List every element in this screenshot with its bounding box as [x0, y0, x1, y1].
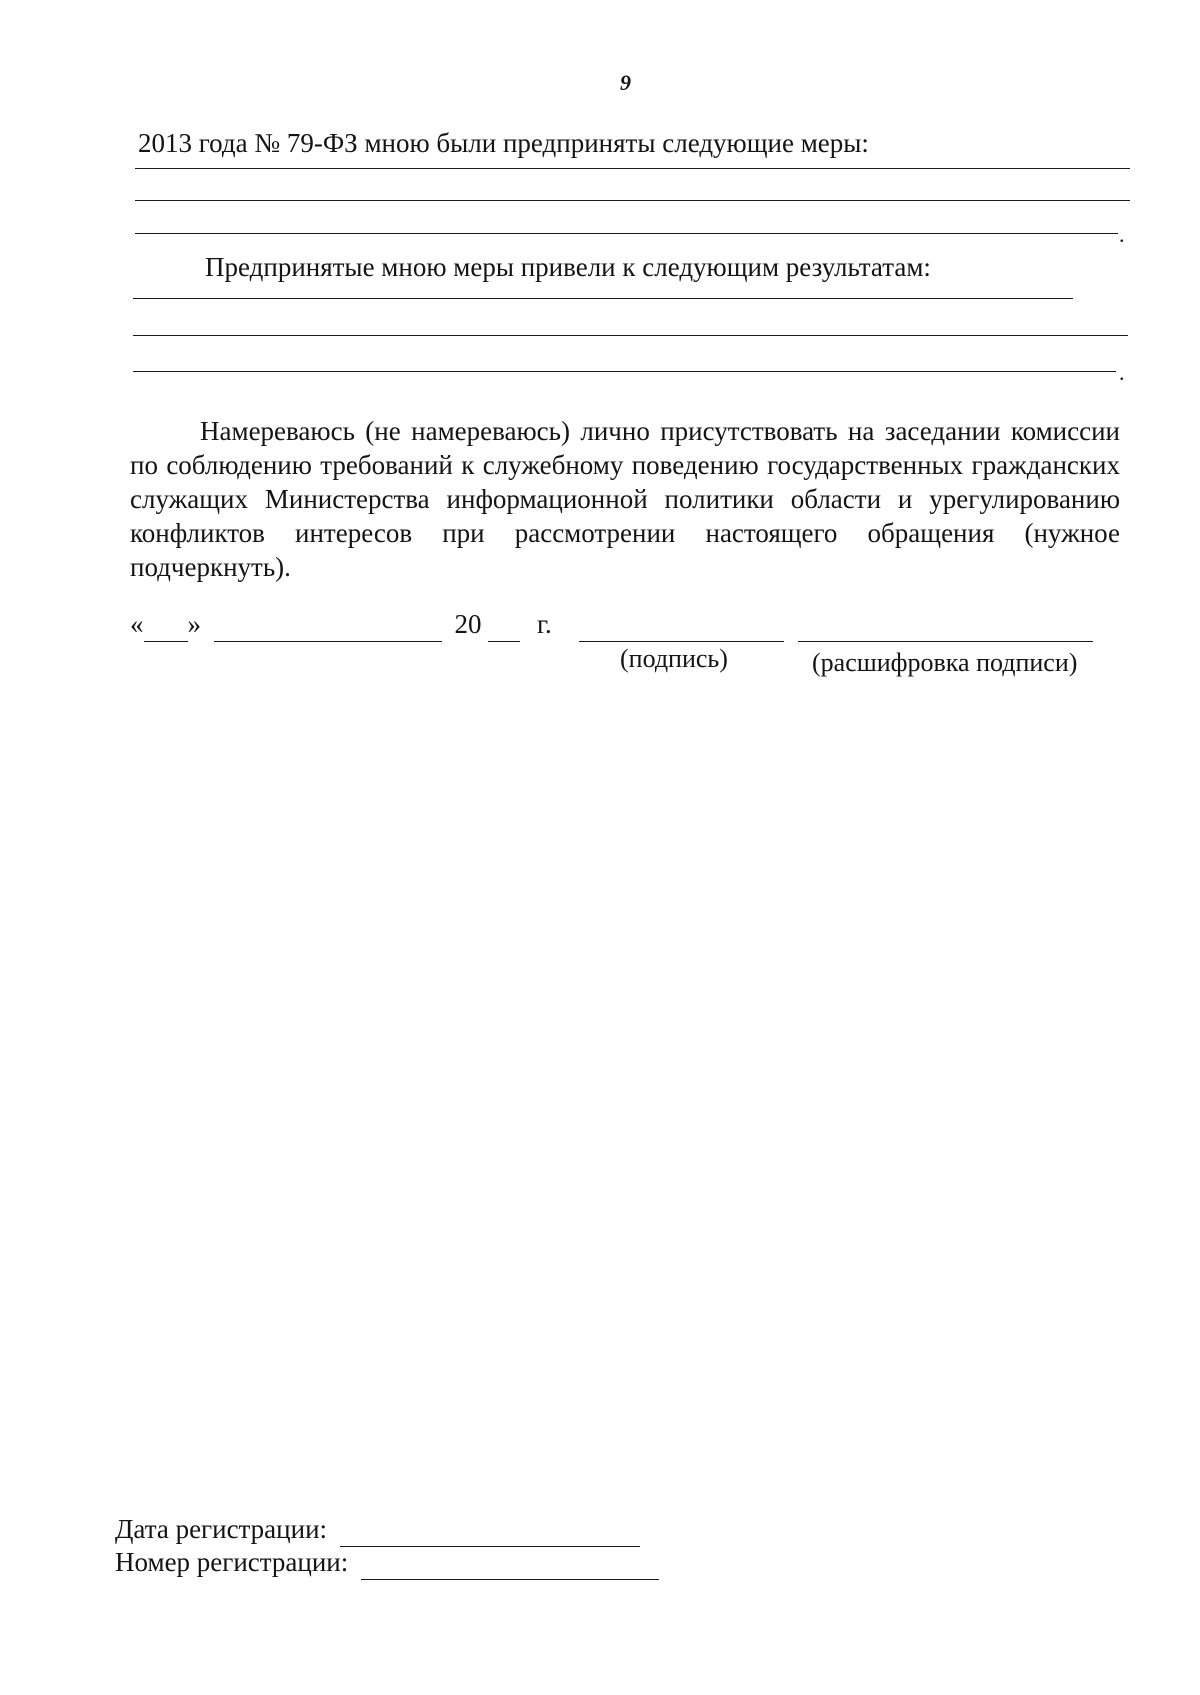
day-fill-line — [144, 607, 188, 642]
page-number: 9 — [620, 70, 631, 95]
year-suffix: г. — [537, 609, 552, 639]
measures-fill-line-3 — [135, 233, 1118, 234]
intent-paragraph — [130, 414, 1120, 584]
registration-number-row — [115, 1545, 659, 1580]
registration-date-label: Дата регистрации: — [115, 1514, 328, 1544]
measures-line-end: . — [1119, 222, 1125, 247]
date-open-quote: « — [130, 609, 144, 639]
date-close-quote: » — [187, 609, 201, 639]
results-fill-line-2 — [133, 335, 1128, 336]
measures-fill-line-1 — [135, 168, 1130, 169]
year-fill-line — [488, 607, 520, 642]
signature-decoding-fill-line — [798, 607, 1093, 642]
measures-fill-line-2 — [135, 200, 1130, 201]
results-fill-line-3 — [133, 371, 1116, 372]
registration-date-row — [115, 1512, 640, 1547]
signature-fill-line — [579, 607, 784, 642]
registration-date-fill-line — [340, 1512, 640, 1547]
date-signature-row — [130, 607, 1093, 642]
results-line: Предпринятые мною меры привели к следующим результатам: — [205, 252, 931, 282]
year-prefix: 20 — [454, 609, 482, 639]
registration-number-label: Номер регистрации: — [115, 1547, 349, 1577]
registration-number-fill-line — [361, 1545, 659, 1580]
signature-caption: (подпись) — [620, 644, 728, 673]
intro-line: 2013 года № 79-ФЗ мною были предприняты следующие меры: — [138, 128, 869, 158]
results-fill-line-1 — [133, 298, 1073, 299]
results-line-end: . — [1119, 360, 1125, 385]
intent-paragraph-text: Намереваюсь (не намереваюсь) лично присутствовать на заседании комиссии по соблюдению требований к служебному поведению государственных гражданских служащих Министерства информационной политики области и урегулированию конфликтов интересов при рассмотрении настоящего обращения (нужное подчеркнуть). — [130, 416, 1120, 582]
month-fill-line — [214, 607, 442, 642]
signature-decoding-caption: (расшифровка подписи) — [812, 648, 1078, 677]
